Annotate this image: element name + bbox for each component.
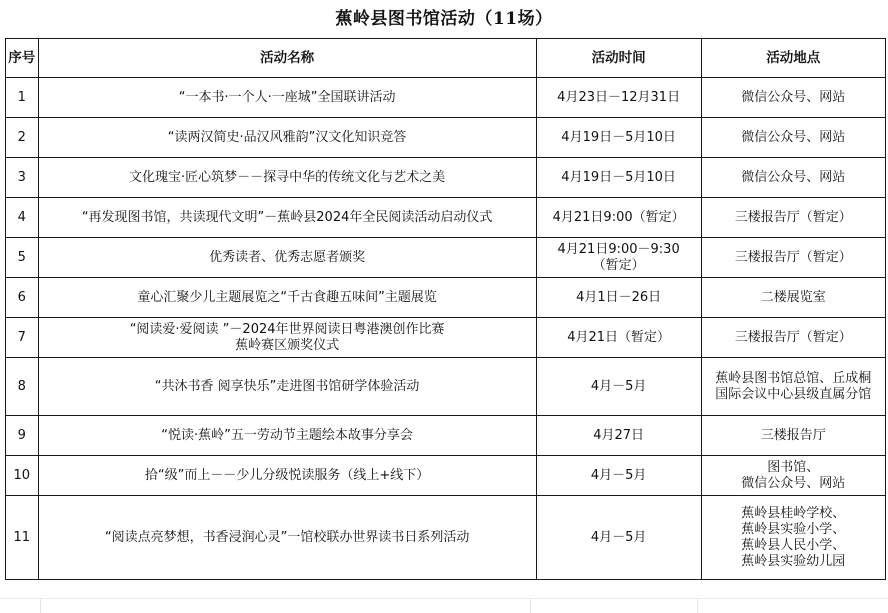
cell-activity-time-line: 4月1日－26日 (576, 289, 662, 305)
table-header-row (6, 39, 886, 78)
cell-index: 8 (6, 358, 39, 416)
cell-index: 9 (6, 416, 39, 456)
cell-activity-name-line: 优秀读者、优秀志愿者颁奖 (209, 249, 366, 265)
cell-activity-place-line: 三楼报告厅（暂定） (734, 249, 852, 265)
table-row (6, 78, 886, 118)
cell-activity-place-line: 蕉岭县实验小学、 (741, 521, 846, 537)
sheet-gridline (40, 598, 41, 613)
cell-activity-place (701, 118, 885, 158)
table-row (6, 198, 886, 238)
table-row (6, 358, 886, 416)
cell-activity-name-line: 童心汇聚少儿主题展览之“千古食趣五味间”主题展览 (137, 289, 437, 305)
table-row (6, 158, 886, 198)
cell-index: 4 (6, 198, 39, 238)
table-row (6, 456, 886, 496)
cell-activity-place-line: 二楼展览室 (760, 289, 826, 305)
cell-activity-time (536, 416, 701, 456)
cell-activity-place-line: 微信公众号、网站 (741, 89, 846, 105)
cell-activity-name (38, 496, 536, 580)
cell-activity-name-line: 拾“级”而上－－少儿分级悦读服务（线上+线下） (144, 467, 430, 483)
cell-activity-time-line: 4月－5月 (590, 467, 647, 483)
cell-activity-time-line: 4月－5月 (590, 378, 647, 394)
cell-activity-name-line: 文化瑰宝·匠心筑梦－－探寻中华的传统文化与艺术之美 (129, 169, 446, 185)
cell-activity-name-line: 蕉岭赛区颁奖仪式 (235, 337, 340, 353)
cell-activity-time-line: 4月27日 (593, 427, 645, 443)
cell-activity-place-line: 三楼报告厅（暂定） (734, 329, 852, 345)
cell-activity-place (701, 456, 885, 496)
cell-activity-name (38, 198, 536, 238)
table-row (6, 416, 886, 456)
cell-activity-time (536, 78, 701, 118)
cell-activity-time (536, 158, 701, 198)
cell-activity-time-line: 4月23日－12月31日 (557, 89, 681, 105)
cell-activity-name (38, 358, 536, 416)
table-row (6, 496, 886, 580)
cell-activity-time (536, 278, 701, 318)
cell-activity-time (536, 318, 701, 358)
cell-activity-name-line: “阅读爱·爱阅读 ”－2024年世界阅读日粤港澳创作比赛 (129, 321, 445, 337)
cell-index: 11 (6, 496, 39, 580)
cell-activity-place (701, 416, 885, 456)
cell-index: 10 (6, 456, 39, 496)
sheet-gridline (0, 598, 888, 599)
cell-activity-name (38, 158, 536, 198)
cell-index: 1 (6, 78, 39, 118)
cell-activity-place-line: 微信公众号、网站 (741, 169, 846, 185)
cell-activity-name (38, 78, 536, 118)
cell-activity-name (38, 238, 536, 278)
cell-activity-time-line: 4月19日－5月10日 (561, 129, 676, 145)
cell-activity-time (536, 118, 701, 158)
cell-activity-time-line: （暂定） (592, 257, 645, 273)
cell-activity-time (536, 238, 701, 278)
cell-activity-place-line: 图书馆、 (767, 459, 820, 475)
cell-activity-place (701, 278, 885, 318)
cell-activity-place-line: 三楼报告厅 (760, 427, 826, 443)
cell-activity-name (38, 456, 536, 496)
cell-activity-time (536, 496, 701, 580)
table-row (6, 118, 886, 158)
cell-activity-place (701, 238, 885, 278)
cell-activity-place-line: 三楼报告厅（暂定） (734, 209, 852, 225)
cell-activity-place-line: 蕉岭县桂岭学校、 (741, 505, 846, 521)
sheet-gridline (530, 598, 531, 613)
cell-activity-place (701, 158, 885, 198)
cell-activity-time (536, 198, 701, 238)
cell-activity-name-line: “共沐书香 阅享快乐”走进图书馆研学体验活动 (154, 378, 420, 394)
table-row (6, 318, 886, 358)
cell-activity-name-line: “读两汉简史·品汉风雅韵”汉文化知识竞答 (167, 129, 407, 145)
header-name: 活动名称 (38, 39, 536, 78)
cell-activity-place-line: 蕉岭县图书馆总馆、丘成桐 (715, 370, 872, 386)
sheet-gridline (697, 598, 698, 613)
cell-index: 2 (6, 118, 39, 158)
cell-activity-place-line: 蕉岭县人民小学、 (741, 537, 846, 553)
table-body (6, 78, 886, 580)
header-time: 活动时间 (536, 39, 701, 78)
cell-activity-time-line: 4月21日（暂定） (567, 329, 671, 345)
cell-activity-name-line: “阅读点亮梦想，书香浸润心灵”一馆校联办世界读书日系列活动 (104, 529, 470, 545)
cell-activity-place (701, 358, 885, 416)
cell-activity-name (38, 318, 536, 358)
cell-activity-time-line: 4月21日9:00－9:30 (557, 241, 680, 257)
cell-activity-place-line: 蕉岭县实验幼儿园 (741, 553, 846, 569)
cell-activity-place-line: 微信公众号、网站 (741, 129, 846, 145)
header-index: 序号 (6, 39, 39, 78)
cell-activity-name (38, 278, 536, 318)
cell-activity-place (701, 318, 885, 358)
cell-activity-place (701, 198, 885, 238)
cell-activity-name (38, 416, 536, 456)
cell-index: 3 (6, 158, 39, 198)
cell-index: 7 (6, 318, 39, 358)
cell-activity-time-line: 4月－5月 (590, 529, 647, 545)
cell-activity-time-line: 4月21日9:00（暂定） (552, 209, 685, 225)
cell-index: 5 (6, 238, 39, 278)
cell-activity-place (701, 496, 885, 580)
document-title: 蕉岭县图书馆活动（11场） (335, 9, 553, 29)
cell-activity-time (536, 358, 701, 416)
cell-activity-name-line: “再发现图书馆，共读现代文明”－蕉岭县2024年全民阅读活动启动仪式 (81, 209, 493, 225)
table-row (6, 278, 886, 318)
cell-activity-time-line: 4月19日－5月10日 (561, 169, 676, 185)
cell-activity-place-line: 国际会议中心县级直属分馆 (715, 386, 872, 402)
cell-index: 6 (6, 278, 39, 318)
cell-activity-place (701, 78, 885, 118)
cell-activity-name-line: “一本书·一个人·一座城”全国联讲活动 (178, 89, 396, 105)
table-row (6, 238, 886, 278)
cell-activity-name (38, 118, 536, 158)
cell-activity-name-line: “悦读·蕉岭”五一劳动节主题绘本故事分享会 (161, 427, 413, 443)
activity-table (5, 38, 886, 580)
cell-activity-place-line: 微信公众号、网站 (741, 475, 846, 491)
header-place: 活动地点 (701, 39, 885, 78)
cell-activity-time (536, 456, 701, 496)
